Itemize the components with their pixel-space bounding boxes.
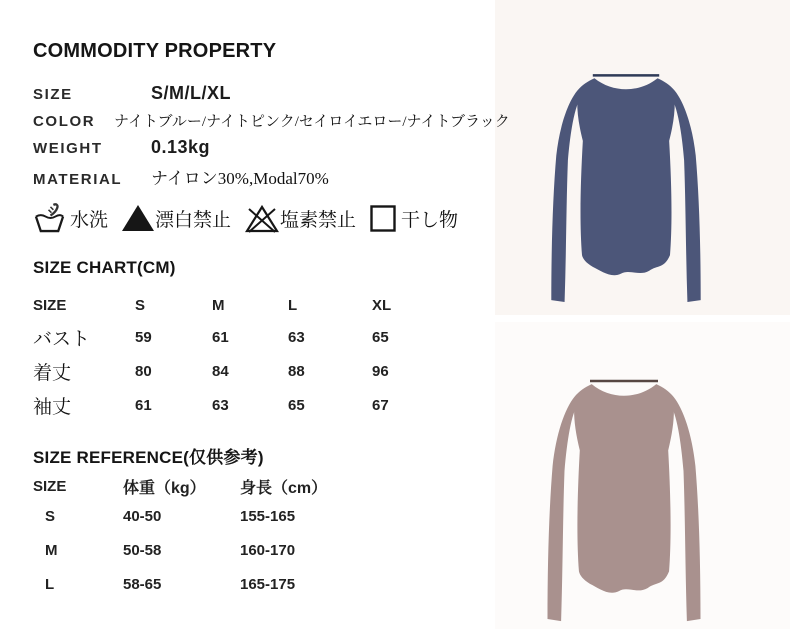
drying-square-icon xyxy=(369,204,397,233)
size-reference-header: 身長（cm） xyxy=(240,479,328,497)
property-row-color xyxy=(33,110,533,137)
size-chart-value: 63 xyxy=(288,328,305,346)
property-row-size xyxy=(33,83,533,110)
hand-wash-basin-icon xyxy=(33,203,66,234)
property-label: SIZE xyxy=(33,86,73,103)
property-value: ナイロン30%,Modal70% xyxy=(151,169,329,188)
care-label: 水洗 xyxy=(70,209,109,231)
size-chart-value: 88 xyxy=(288,362,305,380)
care-instructions-row xyxy=(33,200,471,236)
property-row-material xyxy=(33,164,533,191)
size-chart-value: 59 xyxy=(135,328,152,346)
size-chart-header: M xyxy=(212,296,225,314)
page-title: COMMODITY PROPERTY xyxy=(33,40,277,62)
size-chart-value: 63 xyxy=(212,396,229,414)
property-value: ナイトブルー/ナイトピンク/セイロイエロー/ナイトブラック xyxy=(114,114,510,130)
size-chart-header: SIZE xyxy=(33,296,67,314)
care-item-drying xyxy=(369,204,458,233)
size-reference-value: 155-165 xyxy=(240,507,296,525)
size-reference-value: 40-50 xyxy=(123,507,162,525)
night-pink-top-photo xyxy=(495,322,790,629)
size-reference-header: 体重（kg） xyxy=(123,479,206,497)
size-reference-row-label: M xyxy=(45,541,58,559)
size-chart-value: 67 xyxy=(372,396,389,414)
product-image-night-blue xyxy=(495,0,790,315)
size-chart-value: 61 xyxy=(135,396,152,414)
care-label: 漂白禁止 xyxy=(155,209,232,231)
size-chart-row-label: 着丈 xyxy=(33,362,72,384)
care-item-no-chlorine xyxy=(244,203,356,234)
care-item-wash xyxy=(33,203,108,234)
size-chart-title: SIZE CHART(CM) xyxy=(33,258,176,277)
care-label: 干し物 xyxy=(401,209,459,231)
night-blue-top-photo xyxy=(495,0,790,315)
property-row-weight xyxy=(33,137,533,164)
size-chart-header: S xyxy=(135,296,146,314)
size-reference-row-label: S xyxy=(45,507,56,525)
size-reference-header: SIZE xyxy=(33,477,67,495)
size-chart-row-label: バスト xyxy=(33,328,91,350)
property-list xyxy=(33,83,533,191)
no-bleach-triangle-icon xyxy=(121,203,155,233)
size-chart-table xyxy=(33,290,473,422)
size-reference-title: SIZE REFERENCE(仅供参考) xyxy=(33,448,264,467)
property-label: WEIGHT xyxy=(33,140,103,157)
property-value: 0.13kg xyxy=(151,137,211,157)
size-chart-value: 65 xyxy=(288,396,305,414)
size-reference-value: 160-170 xyxy=(240,541,296,559)
no-chlorine-triangle-icon xyxy=(244,203,280,234)
property-label: COLOR xyxy=(33,113,96,130)
size-chart-value: 84 xyxy=(212,362,229,380)
size-chart-value: 61 xyxy=(212,328,229,346)
care-label: 塩素禁止 xyxy=(280,209,357,231)
size-reference-row-label: L xyxy=(45,575,55,593)
size-chart-header: L xyxy=(288,296,298,314)
shirt-body xyxy=(577,78,675,275)
size-chart-row-label: 袖丈 xyxy=(33,396,72,418)
size-chart-header: XL xyxy=(372,296,392,314)
care-item-no-bleach xyxy=(121,203,231,233)
product-image-night-pink xyxy=(495,322,790,629)
size-chart-value: 80 xyxy=(135,362,152,380)
property-value: S/M/L/XL xyxy=(151,83,231,103)
size-reference-value: 58-65 xyxy=(123,575,162,593)
shirt-body xyxy=(574,384,674,593)
property-label: MATERIAL xyxy=(33,171,123,188)
size-chart-value: 65 xyxy=(372,328,389,346)
size-reference-value: 50-58 xyxy=(123,541,162,559)
size-chart-value: 96 xyxy=(372,362,389,380)
size-reference-table xyxy=(33,473,393,601)
size-reference-value: 165-175 xyxy=(240,575,296,593)
